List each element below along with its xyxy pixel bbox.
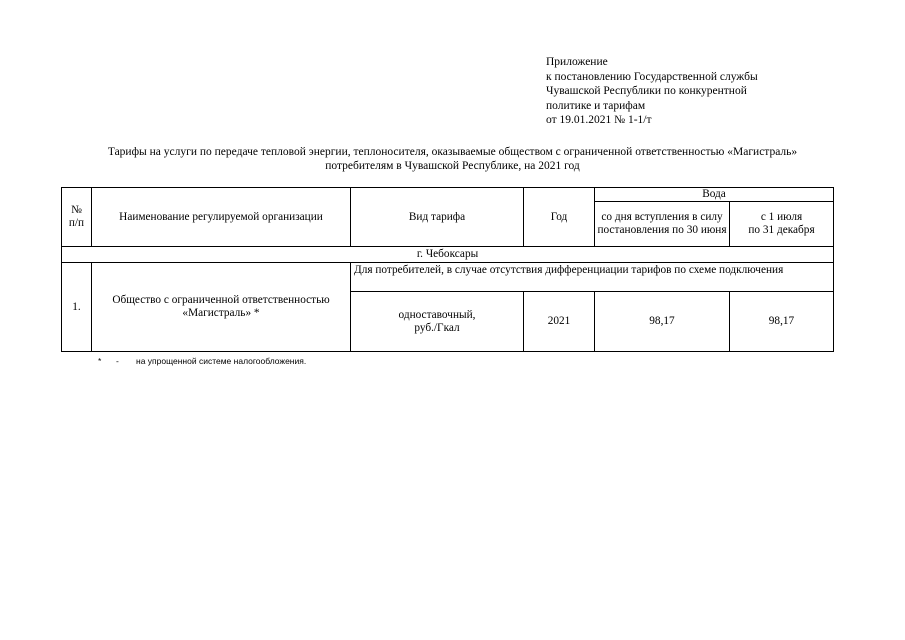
city-row: г. Чебоксары — [62, 247, 834, 263]
row-value-period-1: 98,17 — [595, 292, 730, 352]
footnote — [98, 356, 306, 366]
appendix-line: к постановлению Государственной службы — [546, 70, 758, 83]
footnote-mark: * — [98, 356, 102, 366]
header-water: Вода — [595, 188, 834, 202]
row-number: 1. — [62, 263, 92, 352]
document-title — [40, 145, 865, 173]
appendix-line: Чувашской Республики по конкурентной — [546, 85, 747, 98]
footnote-dash: - — [116, 356, 119, 366]
row-year: 2021 — [524, 292, 595, 352]
header-org-name: Наименование регулируемой организации — [92, 188, 351, 247]
header-tariff-type: Вид тарифа — [351, 188, 524, 247]
document-title-line2: потребителям в Чувашской Республике, на 2021 год — [325, 160, 580, 172]
tariff-table — [61, 187, 834, 352]
appendix-line: политике и тарифам — [546, 99, 646, 112]
row-condition: Для потребителей, в случае отсутствия дифференциации тарифов по схеме подключения — [351, 263, 834, 292]
footnote-text: на упрощенной системе налогообложения. — [136, 356, 307, 366]
row-org-name: Общество с ограниченной ответственностью «Магистраль» * — [92, 263, 351, 352]
header-period-1: со дня вступления в силу постановления по 30 июня — [595, 202, 730, 247]
header-number: № п/п — [62, 188, 92, 247]
header-year: Год — [524, 188, 595, 247]
appendix-line: Приложение — [546, 56, 608, 68]
appendix-block — [546, 55, 758, 128]
row-tariff-type: одноставочный, руб./Гкал — [351, 292, 524, 352]
header-period-2: с 1 июля по 31 декабря — [730, 202, 834, 247]
row-value-period-2: 98,17 — [730, 292, 834, 352]
document-title-line1: Тарифы на услуги по передаче тепловой энергии, теплоносителя, оказываемые обществом с ограниченной ответственностью «Магистраль» — [107, 146, 798, 158]
appendix-line: от 19.01.2021 № 1-1/т — [546, 114, 652, 127]
